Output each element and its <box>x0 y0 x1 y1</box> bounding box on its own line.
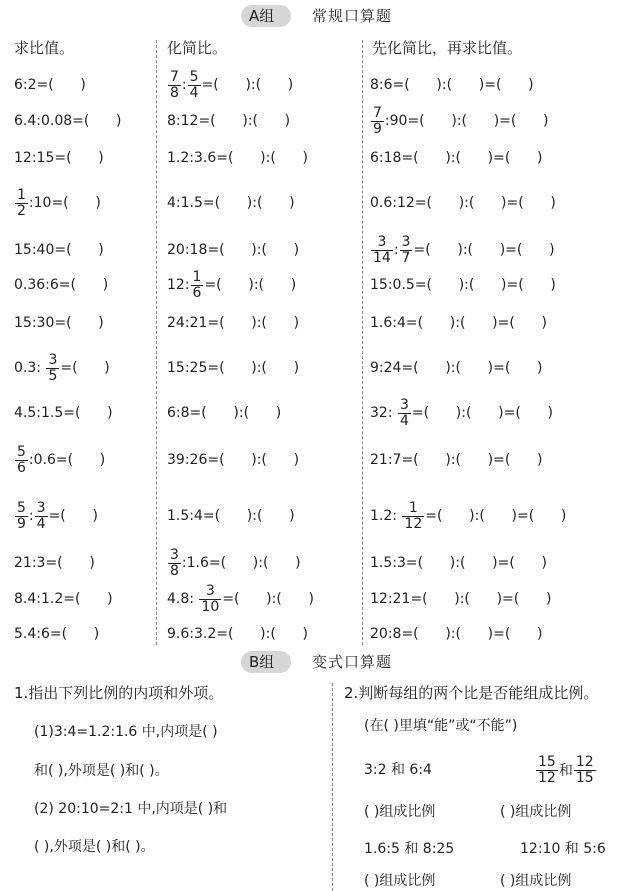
problem-fraction-2-num: 3 <box>401 233 411 250</box>
answer-blank: ):( ) <box>206 405 282 421</box>
problem-fraction-num: 3 <box>48 351 58 368</box>
problem-fraction-den: 10 <box>201 598 220 615</box>
problem-fraction <box>168 548 181 578</box>
answer-blank: ):( ) <box>224 360 300 376</box>
problem-expr: 9.6:3.2=( <box>167 626 234 642</box>
col3-problem <box>370 310 547 336</box>
problem-mid: : <box>393 242 399 258</box>
problem-fraction-2-num: 5 <box>189 68 199 85</box>
answer-blank: ):( ) <box>221 277 297 293</box>
problem-expr: 15:40=( <box>14 242 72 258</box>
answer-blank: ) <box>71 150 104 166</box>
answer-blank: ):( )=( ) <box>429 405 553 421</box>
col2-problem <box>167 621 308 647</box>
col1-problem <box>14 347 110 389</box>
q2-pair4: 12:10 和 5:6 <box>520 841 606 857</box>
problem-expr: 1.2:3.6=( <box>167 150 234 166</box>
col2-problem <box>167 237 299 263</box>
problem-fraction-den: 8 <box>170 562 179 579</box>
col1-problem <box>14 550 95 576</box>
problem-expr: 6.4:0.08=( <box>14 113 90 129</box>
answer-blank: ) <box>73 452 106 468</box>
problem-mid: =( <box>411 405 430 421</box>
col1-problem <box>14 237 104 263</box>
problem-fraction-den: 4 <box>399 412 409 429</box>
q1-line4: ( ),外项是( )和( )。 <box>34 839 155 855</box>
col1-header: 求比值。 <box>14 39 75 57</box>
col3-problem <box>370 145 543 171</box>
problem-prefix: 32: <box>370 405 397 421</box>
problem-mid: : <box>28 508 34 524</box>
answer-blank: ) <box>67 626 100 642</box>
problem-fraction <box>168 70 181 100</box>
problem-fraction-num: 5 <box>17 443 26 460</box>
answer-blank: ):( ) <box>239 591 314 607</box>
problem-mid-2: =( <box>413 242 431 258</box>
divider-section-b <box>332 683 333 891</box>
col2-problem <box>167 355 299 381</box>
answer-blank: ):( ) <box>215 113 291 129</box>
answer-blank: ) <box>62 555 95 571</box>
answer-blank: ) <box>71 242 104 258</box>
problem-fraction <box>398 398 411 428</box>
q2-pair2-frac2 <box>574 755 596 785</box>
problem-fraction-num: 7 <box>373 104 382 121</box>
problem-fraction-den: 14 <box>373 249 391 266</box>
q2-pair2-frac1-den: 12 <box>538 769 556 786</box>
col2-problem <box>167 503 295 529</box>
problem-fraction-num: 1 <box>17 186 26 203</box>
answer-blank: ) <box>65 508 98 524</box>
answer-blank: ):( ) <box>218 77 294 93</box>
problem-mid: =( <box>60 360 78 376</box>
col3-problem <box>370 586 551 612</box>
q2-pair1: 3:2 和 6:4 <box>364 762 432 778</box>
problem-expr: 1.5:3=( <box>370 555 424 571</box>
q2-pair2-mid: 和 <box>558 763 573 779</box>
problem-expr: 9:24=( <box>370 360 419 376</box>
col3-problem <box>370 272 556 298</box>
answer-blank: ) <box>76 277 109 293</box>
answer-blank: ):( ) <box>224 452 300 468</box>
problem-fraction <box>15 445 28 475</box>
problem-expr: 0.6:12=( <box>370 195 432 211</box>
q1-title: 1.指出下列比例的内项和外项。 <box>14 684 224 702</box>
problem-fraction-den: 6 <box>192 284 202 301</box>
problem-prefix: 0.3: <box>14 360 46 376</box>
answer-blank: ):( ) <box>224 315 300 331</box>
problem-fraction <box>15 188 28 218</box>
problem-expr: 1.6:4=( <box>370 315 424 331</box>
problem-fraction-den: 2 <box>17 202 26 219</box>
problem-expr: 15:0.5=( <box>370 277 432 293</box>
problem-expr: 8:6=( <box>370 77 410 93</box>
q1-line3: (2) 20:10=2:1 中,内项是( )和 <box>34 801 228 817</box>
problem-fraction <box>402 501 424 531</box>
col1-problem <box>14 439 105 481</box>
problem-fraction-den: 9 <box>17 515 26 532</box>
divider-col2-col3 <box>362 40 363 645</box>
answer-blank: ):( )=( ) <box>430 242 555 258</box>
problem-fraction-num: 3 <box>205 582 215 599</box>
answer-blank: ):( ) <box>233 626 308 642</box>
problem-fraction-2 <box>188 70 201 100</box>
problem-fraction-2-den: 4 <box>189 84 199 101</box>
problem-mid: : <box>181 77 187 93</box>
problem-expr: 6:8=( <box>167 405 207 421</box>
q1-line2: 和( ),外项是( )和( )。 <box>34 763 169 779</box>
q2-hint: (在( )里填“能”或“不能”) <box>364 718 518 734</box>
problem-expr: 5.4:6=( <box>14 626 68 642</box>
problem-fraction-2 <box>400 235 413 265</box>
problem-mid: :10=( <box>28 195 69 211</box>
problem-fraction-num: 1 <box>408 499 418 516</box>
answer-blank: ):( )=( ) <box>442 508 567 524</box>
col3-problem <box>370 550 547 576</box>
col1-problem <box>14 182 101 224</box>
col2-problem <box>167 310 299 336</box>
q2-pair2-frac1 <box>536 755 558 785</box>
col3-header: 先化简比，再求比值。 <box>372 39 523 57</box>
problem-fraction-2 <box>35 501 48 531</box>
problem-expr: 4:1.5=( <box>167 195 221 211</box>
answer-blank: ) <box>80 405 113 421</box>
col1-problem <box>14 495 98 537</box>
problem-prefix: 12: <box>167 277 190 293</box>
problem-expr: 20:18=( <box>167 242 225 258</box>
answer-blank: ):( ) <box>224 242 300 258</box>
problem-fraction-num: 5 <box>17 499 26 516</box>
answer-blank: ):( ) <box>220 508 295 524</box>
problem-prefix: 1.2: <box>370 508 402 524</box>
section-b-badge: B组 <box>249 653 275 671</box>
col1-problem <box>14 72 86 98</box>
answer-blank: ):( )=( ) <box>423 555 547 571</box>
col3-problem <box>370 621 543 647</box>
answer-blank: ) <box>80 591 113 607</box>
answer-blank: ):( )=( ) <box>423 315 547 331</box>
answer-blank: ):( ) <box>226 555 301 571</box>
answer-blank: ):( )=( ) <box>409 77 534 93</box>
problem-fraction <box>371 235 393 265</box>
problem-expr: 21:3=( <box>14 555 63 571</box>
problem-fraction-num: 3 <box>170 546 179 563</box>
problem-mid: :0.6=( <box>28 452 74 468</box>
col2-header: 化简比。 <box>167 39 228 57</box>
problem-expr: 15:25=( <box>167 360 225 376</box>
problem-expr: 0.36:6=( <box>14 277 76 293</box>
problem-expr: 8.4:1.2=( <box>14 591 81 607</box>
col2-problem <box>167 264 296 306</box>
answer-blank: ):( )=( ) <box>418 150 543 166</box>
problem-fraction-den: 9 <box>373 120 382 137</box>
col2-problem <box>167 190 295 216</box>
q2-pair3: 1.6:5 和 8:25 <box>364 841 455 857</box>
problem-expr: 6:2=( <box>14 77 54 93</box>
problem-fraction-2-num: 3 <box>36 499 46 516</box>
section-a-title: 常规口算题 <box>312 7 393 25</box>
divider-col1-col2 <box>156 40 157 645</box>
problem-fraction <box>15 501 28 531</box>
answer-blank: ):( )=( ) <box>418 360 543 376</box>
col3-problem <box>370 392 553 434</box>
problem-expr: 6:18=( <box>370 150 419 166</box>
q2-answer3: ( )组成比例 <box>364 873 436 889</box>
answer-blank: ):( )=( ) <box>427 591 552 607</box>
problem-fraction-den: 5 <box>48 367 58 384</box>
problem-fraction-den: 6 <box>17 459 26 476</box>
problem-expr: 20:8=( <box>370 626 419 642</box>
col3-problem <box>370 100 549 142</box>
col1-problem <box>14 586 113 612</box>
answer-blank: ):( )=( ) <box>432 195 556 211</box>
answer-blank: ) <box>68 195 101 211</box>
col3-problem <box>370 229 555 271</box>
answer-blank: ):( )=( ) <box>418 452 543 468</box>
col1-problem <box>14 621 99 647</box>
answer-blank: ):( ) <box>220 195 295 211</box>
problem-expr: 1.5:4=( <box>167 508 221 524</box>
problem-fraction-num: 3 <box>399 396 409 413</box>
problem-expr: 8:12=( <box>167 113 216 129</box>
problem-expr: 39:26=( <box>167 452 225 468</box>
section-a-badge: A组 <box>249 7 275 25</box>
col2-problem <box>167 447 299 473</box>
problem-expr: 4.5:1.5=( <box>14 405 81 421</box>
q2-title: 2.判断每组的两个比是否能组成比例。 <box>344 684 599 702</box>
col2-problem <box>167 64 293 106</box>
answer-blank: ):( ) <box>233 150 308 166</box>
answer-blank: ):( )=( ) <box>418 626 543 642</box>
problem-fraction-num: 7 <box>170 68 179 85</box>
q2-answer1: ( )组成比例 <box>364 804 436 820</box>
answer-blank: ) <box>89 113 122 129</box>
problem-prefix: 4.8: <box>167 591 199 607</box>
col1-problem <box>14 272 108 298</box>
problem-fraction-den: 8 <box>170 84 179 101</box>
problem-expr: 24:21=( <box>167 315 225 331</box>
problem-expr: 15:30=( <box>14 315 72 331</box>
problem-expr: 21:7=( <box>370 452 419 468</box>
problem-mid: :1.6=( <box>181 555 227 571</box>
problem-expr: 12:21=( <box>370 591 428 607</box>
col2-problem <box>167 145 308 171</box>
problem-fraction <box>191 270 204 300</box>
problem-expr: 12:15=( <box>14 150 72 166</box>
answer-blank: ) <box>53 77 86 93</box>
q2-pair2 <box>535 750 597 790</box>
col2-problem <box>167 578 314 620</box>
col2-problem <box>167 108 290 134</box>
col1-problem <box>14 145 104 171</box>
col3-problem <box>370 495 566 537</box>
problem-mid: :90=( <box>384 113 425 129</box>
problem-fraction <box>199 584 221 614</box>
col3-problem <box>370 355 543 381</box>
col1-problem <box>14 310 104 336</box>
answer-blank: ):( )=( ) <box>424 113 549 129</box>
problem-mid: =( <box>222 591 240 607</box>
col3-problem <box>370 72 534 98</box>
problem-mid-2: =( <box>201 77 219 93</box>
q2-answer4: ( )组成比例 <box>500 873 572 889</box>
col1-problem <box>14 108 122 134</box>
answer-blank: ) <box>71 315 104 331</box>
problem-fraction-2-den: 7 <box>401 249 411 266</box>
problem-fraction-num: 1 <box>192 268 202 285</box>
col3-problem <box>370 190 556 216</box>
answer-blank: ) <box>77 360 110 376</box>
section-b-title: 变式口算题 <box>312 653 393 671</box>
q2-pair2-frac1-num: 15 <box>538 753 556 770</box>
col2-problem <box>167 400 281 426</box>
q1-line1: (1)3:4=1.2:1.6 中,内项是( ) <box>34 724 218 740</box>
problem-mid: =( <box>425 508 443 524</box>
problem-fraction-2-den: 4 <box>36 515 46 532</box>
q2-pair2-frac2-den: 15 <box>575 769 594 786</box>
problem-mid-2: =( <box>48 508 66 524</box>
problem-mid: =( <box>204 277 222 293</box>
q2-pair2-frac2-num: 12 <box>575 753 594 770</box>
col1-problem <box>14 400 113 426</box>
answer-blank: ):( )=( ) <box>432 277 556 293</box>
problem-fraction <box>371 106 384 136</box>
problem-fraction-den: 12 <box>404 515 423 532</box>
q2-answer2: ( )组成比例 <box>500 804 572 820</box>
problem-fraction-num: 3 <box>377 233 387 250</box>
col3-problem <box>370 447 543 473</box>
problem-fraction <box>46 353 59 383</box>
